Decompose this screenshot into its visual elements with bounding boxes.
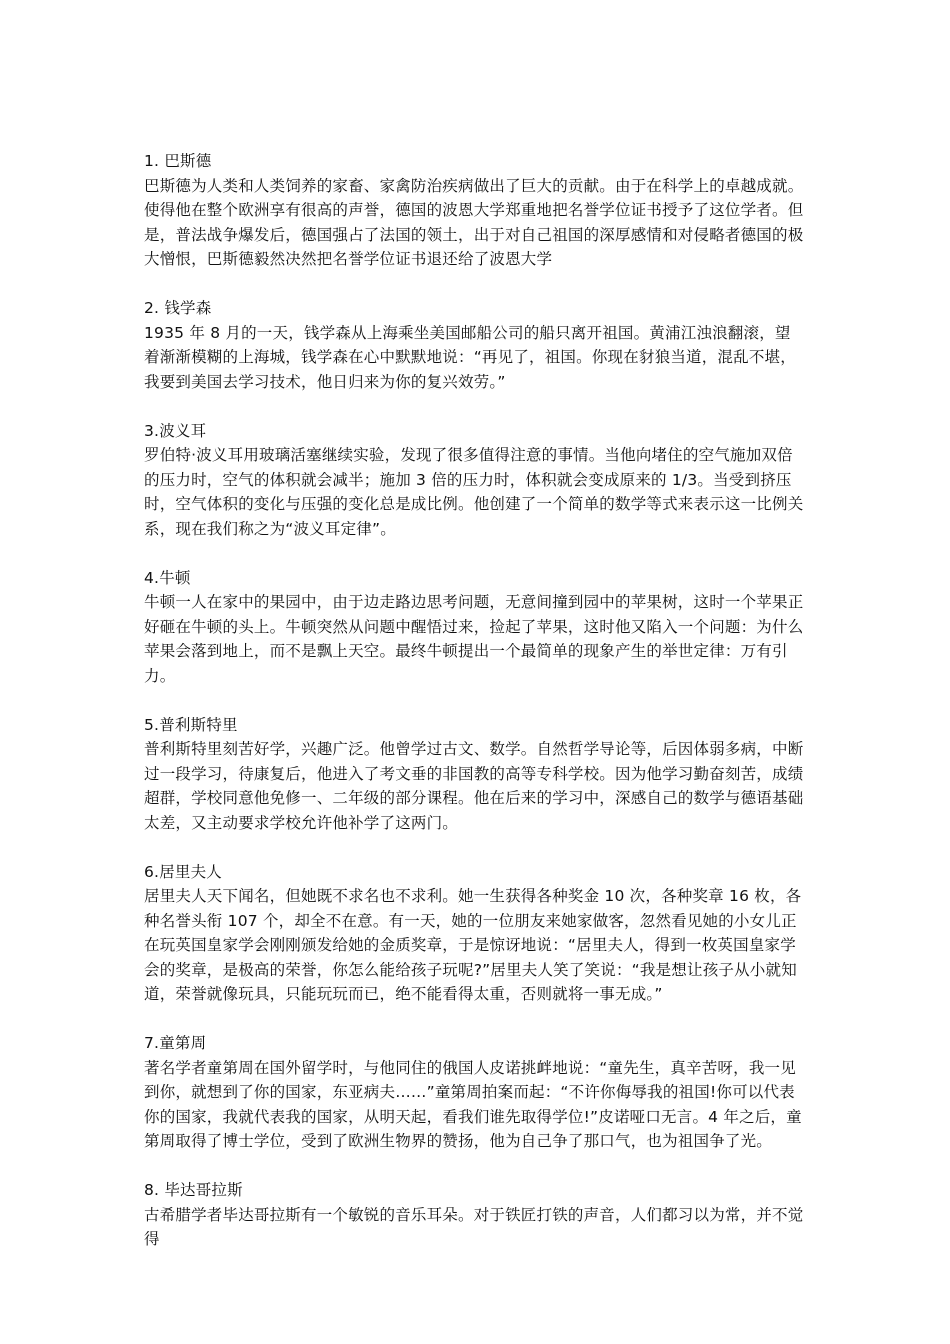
document-page (144, 149, 806, 1252)
section-priestley (144, 713, 806, 836)
section-heading: 7.童第周 (144, 1034, 207, 1052)
section-curie (144, 860, 806, 1007)
section-pythagoras (144, 1178, 806, 1252)
section-gap (144, 272, 806, 297)
section-body: 著名学者童第周在国外留学时，与他同住的俄国人皮诺挑衅地说：“童先生，真辛苦呀，我一见到你，就想到了你的国家，东亚病夫……”童第周拍案而起：“不许你侮辱我的祖国!你可以代表你的国家，我就代表我的国家，从明天起，看我们谁先取得学位!”皮诺哑口无言。4 年之后，童第周取得了博士学位，受到了欧洲生物界的赞扬，他为自己争了那口气，也为祖国争了光。 (144, 1058, 802, 1150)
section-qian-xuesen (144, 296, 806, 394)
section-pasteur (144, 149, 806, 272)
section-heading: 5.普利斯特里 (144, 715, 238, 734)
section-gap (144, 1154, 806, 1179)
section-body: 1935 年 8 月的一天，钱学森从上海乘坐美国邮船公司的船只离开祖国。黄浦江浊浪翻滚，望着渐渐模糊的上海城，钱学森在心中默默地说：“再见了，祖国。你现在豺狼当道，混乱不堪，我要到美国去学习技术，他日归来为你的复兴效劳。” (144, 323, 796, 391)
section-body: 巴斯德为人类和人类饲养的家畜、家禽防治疾病做出了巨大的贡献。由于在科学上的卓越成就。使得他在整个欧洲享有很高的声誉，德国的波恩大学郑重地把名誉学位证书授予了这位学者。但是，普法战争爆发后，德国强占了法国的领土，出于对自己祖国的深厚感情和对侵略者德国的极大憎恨，巴斯德毅然决然把名誉学位证书退还给了波恩大学 (144, 176, 804, 268)
section-boyle (144, 419, 806, 542)
section-body: 普利斯特里刻苦好学，兴趣广泛。他曾学过古文、数学。自然哲学导论等，后因体弱多病，中断过一段学习，待康复后，他进入了考文垂的非国教的高等专科学校。因为他学习勤奋刻苦，成绩超群，学校同意他免修一、二年级的部分课程。他在后来的学习中，深感自己的数学与德语基础太差，又主动要求学校允许他补学了这两门。 (144, 740, 804, 832)
section-newton (144, 566, 806, 689)
section-heading: 4.牛顿 (144, 568, 191, 587)
section-heading: 2. 钱学森 (144, 299, 212, 317)
section-gap (144, 1007, 806, 1032)
section-tong-dizhou (144, 1031, 806, 1154)
section-gap (144, 541, 806, 566)
section-body: 居里夫人天下闻名，但她既不求名也不求利。她一生获得各种奖金 10 次，各种奖章 16 枚，各种名誉头衔 107 个，却全不在意。有一天，她的一位朋友来她家做客，忽然看见她的小女儿正在玩英国皇家学会刚刚颁发给她的金质奖章，于是惊讶地说：“居里夫人，得到一枚英国皇家学会的奖章，是极高的荣誉，你怎么能给孩子玩呢?”居里夫人笑了笑说：“我是想让孩子从小就知道，荣誉就像玩具，只能玩玩而已，绝不能看得太重，否则就将一事无成。” (144, 887, 802, 1003)
section-heading: 3.波义耳 (144, 421, 207, 440)
section-gap (144, 835, 806, 860)
section-heading: 6.居里夫人 (144, 862, 222, 881)
section-body: 牛顿一人在家中的果园中，由于边走路边思考问题，无意间撞到园中的苹果树，这时一个苹果正好砸在牛顿的头上。牛顿突然从问题中醒悟过来，捡起了苹果，这时他又陷入一个问题：为什么苹果会落到地上，而不是飘上天空。最终牛顿提出一个最简单的现象产生的举世定律：万有引力。 (144, 593, 804, 685)
section-gap (144, 688, 806, 713)
section-body: 古希腊学者毕达哥拉斯有一个敏锐的音乐耳朵。对于铁匠打铁的声音，人们都习以为常，并不觉得 (144, 1205, 804, 1248)
section-heading: 1. 巴斯德 (144, 152, 212, 170)
section-body: 罗伯特·波义耳用玻璃活塞继续实验，发现了很多值得注意的事情。当他向堵住的空气施加双倍的压力时，空气的体积就会减半；施加 3 倍的压力时，体积就会变成原来的 1/3。当受到挤压时，空气体积的变化与压强的变化总是成比例。他创建了一个简单的数学等式来表示这一比例关系，现在我们称之为“波义耳定律”。 (144, 446, 804, 538)
section-heading: 8. 毕达哥拉斯 (144, 1181, 243, 1199)
section-gap (144, 394, 806, 419)
